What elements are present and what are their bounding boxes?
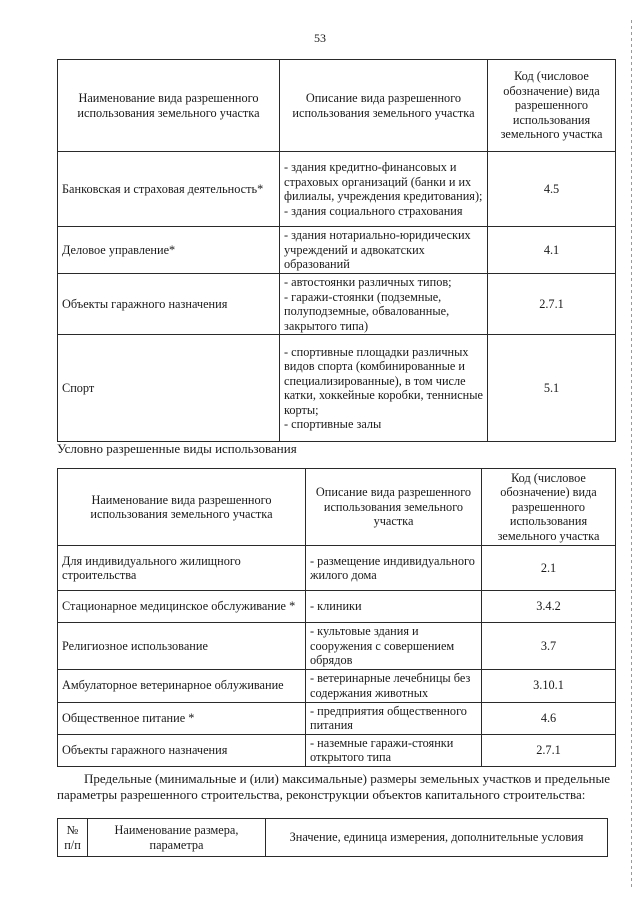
use-description-cell: - культовые здания и сооружения с совершением обрядов — [306, 623, 482, 670]
header-cell: Код (числовое обозначение) вида разрешенного использования земельного участка — [482, 469, 616, 546]
use-code-cell: 3.7 — [482, 623, 616, 670]
use-name-cell: Объекты гаражного назначения — [58, 274, 280, 335]
header-cell: Наименование размера, параметра — [88, 819, 266, 857]
scan-edge-line — [631, 20, 632, 890]
table-header-row — [58, 60, 616, 152]
params-intro-paragraph: Предельные (минимальные и (или) максимальные) размеры земельных участков и предельные параметры разрешенного строительства, реконструкции объектов капитального строительства: — [57, 771, 610, 802]
table-row — [58, 591, 616, 623]
use-code-cell: 4.5 — [488, 152, 616, 227]
table-row — [58, 274, 616, 335]
header-cell: Наименование вида разрешенного использования земельного участка — [58, 60, 280, 152]
header-cell: Описание вида разрешенного использования земельного участка — [280, 60, 488, 152]
header-cell: Значение, единица измерения, дополнительные условия — [266, 819, 608, 857]
use-code-cell: 2.7.1 — [482, 734, 616, 766]
permitted-uses-table — [57, 59, 616, 442]
table-row — [58, 227, 616, 274]
use-description-cell: - наземные гаражи-стоянки открытого типа — [306, 734, 482, 766]
use-description-cell: - размещение индивидуального жилого дома — [306, 546, 482, 591]
use-name-cell: Стационарное медицинское обслуживание * — [58, 591, 306, 623]
use-name-cell: Банковская и страховая деятельность* — [58, 152, 280, 227]
use-description-cell: - клиники — [306, 591, 482, 623]
section-title: Условно разрешенные виды использования — [57, 441, 297, 456]
use-code-cell: 4.6 — [482, 702, 616, 734]
use-code-cell: 3.10.1 — [482, 669, 616, 702]
use-description-cell: - здания нотариально-юридических учреждений и адвокатских образований — [280, 227, 488, 274]
use-description-cell: - предприятия общественного питания — [306, 702, 482, 734]
header-cell: Наименование вида разрешенного использования земельного участка — [58, 469, 306, 546]
use-name-cell: Амбулаторное ветеринарное облуживание — [58, 669, 306, 702]
use-code-cell: 4.1 — [488, 227, 616, 274]
use-name-cell: Объекты гаражного назначения — [58, 734, 306, 766]
use-name-cell: Общественное питание * — [58, 702, 306, 734]
table-row — [58, 669, 616, 702]
table-row — [58, 152, 616, 227]
table-header-row — [58, 469, 616, 546]
table-header-row — [58, 819, 608, 857]
use-description-cell: - ветеринарные лечебницы без содержания животных — [306, 669, 482, 702]
table-row — [58, 702, 616, 734]
table-row — [58, 546, 616, 591]
use-name-cell: Спорт — [58, 335, 280, 442]
header-cell: Код (числовое обозначение) вида разрешенного использования земельного участка — [488, 60, 616, 152]
parameters-table — [57, 818, 608, 857]
header-cell: Описание вида разрешенного использования земельного участка — [306, 469, 482, 546]
use-code-cell: 2.1 — [482, 546, 616, 591]
use-description-cell: - спортивные площадки различных видов спорта (комбинированные и специализированные), в том числе катки, хоккейные коробки, теннисные корты; - спортивные залы — [280, 335, 488, 442]
table-row — [58, 623, 616, 670]
use-description-cell: - автостоянки различных типов; - гаражи-стоянки (подземные, полуподземные, обвалованные, закрытого типа) — [280, 274, 488, 335]
use-code-cell: 3.4.2 — [482, 591, 616, 623]
conditional-uses-table — [57, 468, 616, 767]
use-code-cell: 2.7.1 — [488, 274, 616, 335]
use-name-cell: Для индивидуального жилищного строительства — [58, 546, 306, 591]
use-description-cell: - здания кредитно-финансовых и страховых организаций (банки и их филиалы, учреждения кредитования); - здания социального страхования — [280, 152, 488, 227]
header-cell: № п/п — [58, 819, 88, 857]
page-number: 53 — [314, 31, 326, 45]
use-name-cell: Религиозное использование — [58, 623, 306, 670]
use-name-cell: Деловое управление* — [58, 227, 280, 274]
table-row — [58, 734, 616, 766]
table-row — [58, 335, 616, 442]
use-code-cell: 5.1 — [488, 335, 616, 442]
